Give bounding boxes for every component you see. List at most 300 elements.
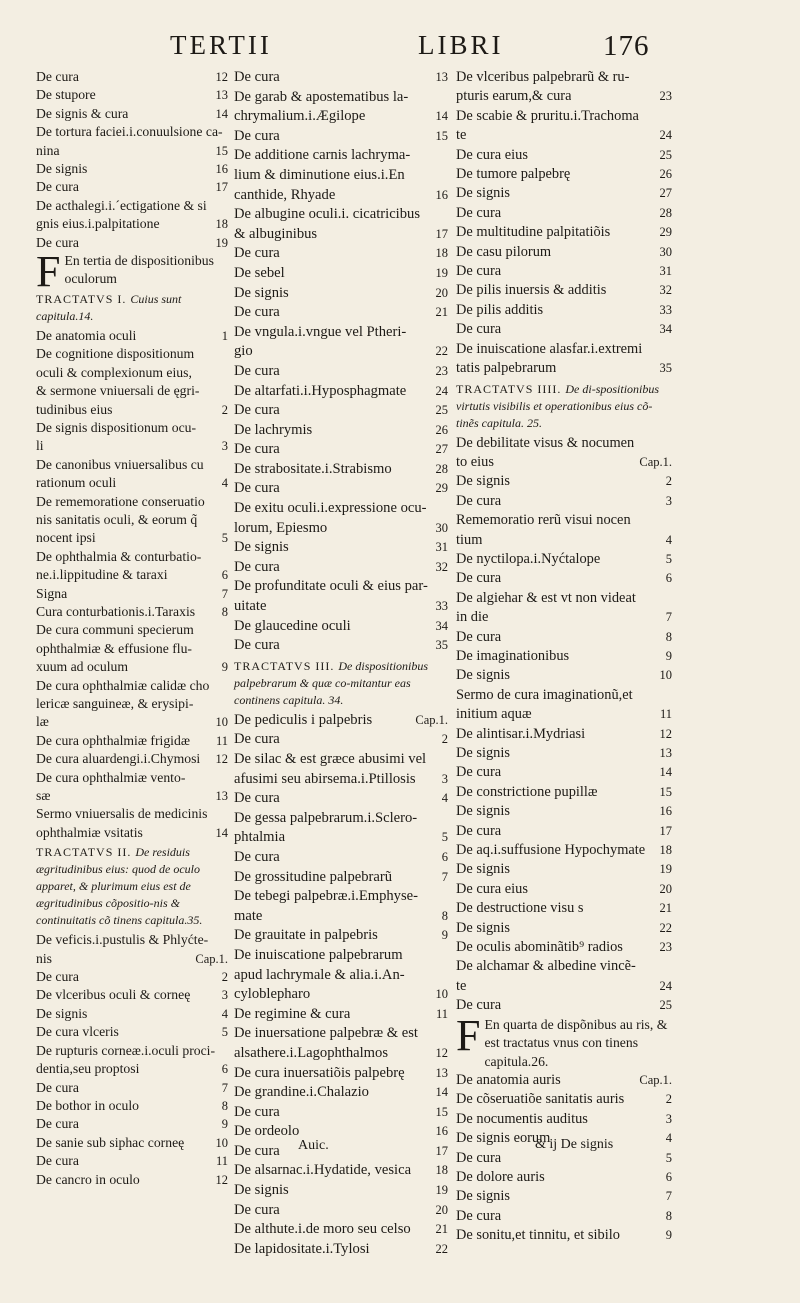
entry-chapter-number: 27: [659, 186, 672, 201]
entries-list: [456, 68, 672, 379]
entry-chapter-number: 13: [215, 88, 228, 103]
index-entry: [36, 437, 228, 455]
index-entry: [36, 529, 228, 547]
index-entry: [36, 1060, 228, 1078]
index-entry: [36, 105, 228, 123]
index-entry: [456, 1110, 672, 1129]
index-entry: [36, 1023, 228, 1041]
entry-title: De cura: [36, 969, 79, 985]
index-entry: [234, 519, 448, 539]
index-entry: [36, 713, 228, 731]
entry-chapter-number: 28: [659, 205, 672, 220]
index-entry: [36, 364, 228, 382]
entry-chapter-number: 14: [215, 825, 228, 840]
entry-title: De casu pilorum: [456, 243, 552, 260]
entry-title: De cura: [456, 822, 502, 839]
entry-title: rationum oculi: [36, 475, 117, 491]
index-entry: [456, 899, 672, 918]
entry-title: De cura: [36, 69, 79, 84]
entry-title: De destructione visu s: [456, 900, 584, 917]
entry-title: De cura: [234, 558, 280, 575]
entry-chapter-number: 1: [221, 328, 228, 343]
entry-title: De cura: [456, 764, 502, 781]
entry-chapter-number: 8: [221, 604, 228, 619]
index-entry: [456, 68, 672, 87]
entry-chapter-number: 2: [665, 474, 672, 489]
index-entry: [456, 763, 672, 782]
entry-chapter-number: 27: [435, 442, 448, 457]
entry-title: xuum ad oculum: [36, 659, 128, 675]
entry-chapter-number: 18: [215, 217, 228, 232]
index-entry: [234, 460, 448, 480]
entry-chapter-number: 17: [435, 1143, 448, 1158]
entry-chapter-number: 30: [435, 520, 448, 535]
entry-chapter-number: 10: [215, 715, 228, 730]
index-entry: [234, 499, 448, 519]
entry-title: De sebel: [234, 264, 285, 281]
index-entry: [234, 868, 448, 888]
entry-title: nis sanitatis oculi, & eorum q̃: [36, 511, 198, 527]
index-entry: [456, 608, 672, 627]
entry-title: De cura: [456, 628, 502, 645]
index-entry: [234, 558, 448, 578]
entry-title: ne.i.lippitudine & taraxi: [36, 567, 168, 583]
index-entry: [456, 550, 672, 569]
entry-title: De rupturis corneæ.i.oculi proci-: [36, 1042, 216, 1058]
index-entry: [36, 640, 228, 658]
entry-chapter-number: 35: [435, 638, 448, 653]
index-entry: [234, 985, 448, 1005]
index-entry: [234, 926, 448, 946]
entry-chapter-number: 3: [441, 771, 448, 786]
index-entry: [36, 123, 228, 141]
index-entry: [234, 1103, 448, 1123]
entry-title: De cura ophthalmiæ calidæ cho: [36, 677, 210, 693]
index-entry: [36, 160, 228, 178]
entry-title: De signis: [456, 861, 510, 878]
index-entry: [456, 705, 672, 724]
entry-title: De cura: [234, 127, 280, 144]
index-entry: [234, 166, 448, 186]
entry-chapter-number: 11: [659, 707, 672, 722]
entry-title: nis: [36, 950, 52, 966]
index-entry: [36, 1079, 228, 1097]
entry-title: De cura: [456, 1207, 502, 1224]
index-column-3: [456, 68, 672, 1246]
entry-title: De signis: [456, 473, 510, 490]
entry-title: & sermone vniuersali de ęgri-: [36, 383, 200, 399]
entry-title: De althute.i.de moro seu celso: [234, 1221, 411, 1238]
entry-title: De pilis inuersis & additis: [456, 282, 607, 299]
entry-title: De cura: [234, 402, 280, 419]
entry-chapter-number: 34: [659, 322, 672, 337]
entry-title: De inuiscatione alasfar.i.extremi: [456, 340, 643, 357]
entry-chapter-number: 14: [435, 1085, 448, 1100]
index-entry: [456, 686, 672, 705]
index-entry: [234, 1181, 448, 1201]
index-entry: [234, 88, 448, 108]
entry-title: De vlceribus palpebrarũ & ru-: [456, 69, 630, 85]
entry-chapter-number: 26: [435, 422, 448, 437]
entry-title: De cura aluardengi.i.Chymosi: [36, 751, 201, 767]
tractatus-heading: [456, 381, 672, 432]
tractatus-label: TRACTATVS I.: [36, 291, 127, 306]
entry-chapter-number: 3: [665, 493, 672, 508]
entry-title: De constrictione pupillæ: [456, 783, 598, 800]
index-entry: [456, 184, 672, 203]
entry-title: te: [456, 127, 467, 144]
entry-chapter-number: 3: [665, 1111, 672, 1126]
index-entry: [234, 946, 448, 966]
entry-chapter-number: 17: [659, 823, 672, 838]
entry-title: lericæ sanguineæ, & erysipi-: [36, 696, 194, 711]
entry-chapter-number: 19: [215, 235, 228, 250]
index-entry: [456, 107, 672, 126]
entry-chapter-number: 29: [435, 481, 448, 496]
entry-title: De cura: [234, 637, 280, 654]
index-entry: [234, 127, 448, 147]
entry-title: De nyctilopa.i.Nyćtalope: [456, 550, 601, 567]
entry-title: ophthalmiæ & effusione flu-: [36, 640, 192, 656]
index-entry: [234, 617, 448, 637]
index-entry: [456, 1071, 672, 1090]
index-entry: [36, 787, 228, 805]
entry-chapter-number: 32: [659, 283, 672, 298]
entry-title: De cura eius: [456, 146, 528, 163]
entry-chapter-number: 13: [215, 789, 228, 804]
index-entry: [234, 68, 448, 88]
entry-title: uitate: [234, 598, 267, 615]
page-number: 176: [603, 30, 650, 62]
entry-title: De profunditate oculi & eius par-: [234, 578, 428, 595]
index-entry: [36, 950, 228, 968]
entry-title: De cura: [234, 69, 280, 85]
index-entry: [456, 822, 672, 841]
entry-title: De cõseruatiõe sanitatis auris: [456, 1091, 625, 1108]
index-entry: [234, 1044, 448, 1064]
entry-title: Sermo de cura imaginationũ,et: [456, 686, 633, 703]
index-entry: [456, 243, 672, 262]
entry-title: De dolore auris: [456, 1168, 545, 1185]
entry-title: Rememoratio rerũ visui nocen: [456, 512, 631, 529]
entry-title: De cura: [234, 304, 280, 321]
index-entry: [456, 165, 672, 184]
entry-title: De cura: [234, 441, 280, 458]
entry-title: De cura: [234, 1103, 280, 1120]
entry-title: canthide, Rhyade: [234, 186, 336, 203]
tractatus-label: TRACTATVS IIII.: [456, 381, 562, 396]
index-entry: [234, 887, 448, 907]
entry-chapter-number: 4: [221, 1006, 228, 1021]
entry-title: De canonibus vniuersalibus cu: [36, 456, 204, 472]
index-entry: [36, 419, 228, 437]
entry-chapter-number: 15: [435, 1104, 448, 1119]
index-entry: [234, 770, 448, 790]
entries-list: [456, 434, 672, 1016]
index-entry: [36, 621, 228, 639]
entry-title: De lapidositate.i.Tylosi: [234, 1240, 370, 1257]
entry-chapter-number: 8: [665, 1208, 672, 1223]
entry-chapter-number: 21: [659, 901, 672, 916]
entry-chapter-number: Cap.1.: [639, 1072, 672, 1087]
tractatus-heading: [234, 658, 448, 709]
index-entry: [36, 677, 228, 695]
entry-chapter-number: 13: [659, 746, 672, 760]
entry-title: De signis: [456, 803, 510, 820]
index-entry: [234, 342, 448, 362]
index-entry: [234, 730, 448, 750]
entry-title: De stupore: [36, 87, 96, 103]
entry-chapter-number: 11: [435, 1006, 448, 1021]
entry-chapter-number: 18: [659, 843, 672, 858]
entry-chapter-number: 19: [435, 265, 448, 280]
index-entry: [36, 327, 228, 345]
index-entry: [456, 531, 672, 550]
entry-chapter-number: 16: [659, 804, 672, 819]
entry-title: sæ: [36, 788, 51, 804]
index-entry: [234, 1220, 448, 1240]
index-entry: [456, 1090, 672, 1109]
entry-title: De inuersatione palpebræ & est: [234, 1025, 418, 1042]
index-entry: [234, 362, 448, 382]
entry-chapter-number: 16: [215, 162, 228, 177]
index-entry: [456, 841, 672, 860]
entry-chapter-number: 6: [221, 568, 228, 583]
entry-title: dentia,seu proptosi: [36, 1061, 140, 1077]
index-entry: [234, 107, 448, 127]
index-entry: [234, 597, 448, 617]
entry-title: pturis earum,& cura: [456, 88, 572, 105]
entry-chapter-number: 5: [441, 830, 448, 845]
index-entry: [234, 1005, 448, 1025]
entry-title: De signis: [456, 667, 510, 684]
index-entry: [234, 303, 448, 323]
entry-title: De ophthalmia & conturbatio-: [36, 548, 202, 564]
entry-title: oculi & complexionum eius,: [36, 364, 192, 380]
index-entry: [36, 493, 228, 511]
index-entry: [456, 666, 672, 685]
entry-chapter-number: 2: [665, 1092, 672, 1107]
entry-chapter-number: Cap.1.: [639, 454, 672, 469]
entry-title: tudinibus eius: [36, 401, 113, 417]
entry-title: lium & diminutione eius.i.En: [234, 166, 405, 183]
entry-chapter-number: 23: [659, 940, 672, 955]
entry-title: De acthalegi.i.´ectigatione & si: [36, 197, 207, 213]
entry-title: apud lachrymale & alia.i.An-: [234, 966, 405, 983]
entry-title: & albuginibus: [234, 225, 318, 242]
entry-title: De bothor in oculo: [36, 1097, 140, 1113]
index-entry: [456, 647, 672, 666]
index-entry: [234, 750, 448, 770]
index-entry: [234, 1122, 448, 1142]
entry-title: De cura: [456, 997, 502, 1014]
index-entry: [234, 1142, 448, 1162]
index-entry: [36, 1171, 228, 1189]
entry-chapter-number: 8: [665, 629, 672, 644]
entry-chapter-number: 10: [435, 987, 448, 1002]
index-entry: [456, 725, 672, 744]
index-entry: [234, 538, 448, 558]
entry-chapter-number: 11: [215, 733, 228, 748]
entry-title: De anatomia auris: [456, 1071, 561, 1088]
index-entry: [234, 440, 448, 460]
index-entry: [36, 456, 228, 474]
entry-title: De alsarnac.i.Hydatide, vesica: [234, 1162, 412, 1179]
entry-title: De regimine & cura: [234, 1005, 351, 1022]
entry-title: De cura: [36, 179, 79, 195]
entry-title: De cura: [456, 321, 502, 338]
index-entry: [36, 1097, 228, 1115]
index-entry: [234, 186, 448, 206]
entry-chapter-number: 21: [435, 305, 448, 320]
entry-chapter-number: 15: [435, 128, 448, 143]
entry-title: in die: [456, 609, 489, 626]
entry-title: De signis: [234, 539, 289, 556]
entry-title: nocent ipsi: [36, 530, 96, 546]
index-entry: [456, 262, 672, 281]
entry-chapter-number: 4: [665, 532, 672, 547]
entry-chapter-number: 35: [659, 361, 672, 376]
entry-chapter-number: 5: [221, 1025, 228, 1040]
index-entry: [456, 340, 672, 359]
index-entry: [456, 783, 672, 802]
index-entry: [456, 1207, 672, 1226]
entry-title: De cura: [234, 731, 280, 748]
entry-title: De algiehar & est vt non videat: [456, 589, 636, 606]
index-entry: [36, 345, 228, 363]
drop-cap: F: [36, 247, 61, 297]
index-entry: [36, 142, 228, 160]
entry-title: De exitu oculi.i.expressione ocu-: [234, 500, 427, 517]
index-entry: [36, 824, 228, 842]
index-entry: [36, 805, 228, 823]
index-entry: [36, 401, 228, 419]
entry-chapter-number: 30: [659, 244, 672, 259]
entry-chapter-number: 33: [659, 302, 672, 317]
entry-title: De alchamar & albedine vincẽ-: [456, 958, 636, 975]
entry-title: De tebegi palpebræ.i.Emphyse-: [234, 888, 418, 905]
entry-chapter-number: 23: [435, 363, 448, 378]
index-entry: [456, 126, 672, 145]
entry-title: De signis: [456, 745, 510, 761]
entry-chapter-number: 5: [665, 1150, 672, 1165]
entry-title: De imaginationibus: [456, 647, 570, 664]
entry-title: De veficis.i.pustulis & Phlyćte-: [36, 932, 209, 948]
entry-chapter-number: 7: [665, 1189, 672, 1204]
entry-title: De alintisar.i.Mydriasi: [456, 725, 586, 742]
index-entry: [36, 1152, 228, 1170]
entry-title: alsathere.i.Lagophthalmos: [234, 1044, 388, 1061]
entry-chapter-number: 15: [215, 143, 228, 158]
tractatus-heading: [36, 291, 228, 325]
entry-chapter-number: 22: [659, 920, 672, 935]
entry-title: De cura: [234, 1201, 280, 1218]
entry-chapter-number: 34: [435, 618, 448, 633]
entry-title: tium: [456, 531, 483, 548]
entry-chapter-number: 18: [435, 246, 448, 261]
entry-title: De cura: [234, 362, 280, 379]
tractatus-heading: [36, 844, 228, 929]
entry-title: De rememoratione conseruatio: [36, 493, 205, 509]
entry-title: Signa: [36, 585, 68, 601]
index-entry: [36, 178, 228, 196]
index-entry: [36, 769, 228, 787]
entry-chapter-number: 9: [665, 648, 672, 663]
entry-title: De cura: [456, 492, 502, 509]
entry-title: De altarfati.i.Hyposphagmate: [234, 382, 407, 399]
entry-chapter-number: 14: [215, 106, 228, 121]
entries-list: [36, 68, 228, 252]
index-entry: [36, 1042, 228, 1060]
entry-title: De cura: [234, 245, 280, 262]
entry-chapter-number: 10: [215, 1135, 228, 1150]
entries-list: [36, 931, 228, 1189]
index-entry: [234, 225, 448, 245]
index-entry: [234, 636, 448, 656]
index-entry: [456, 744, 672, 763]
entry-chapter-number: 8: [221, 1098, 228, 1113]
index-entry: [456, 359, 672, 378]
entry-chapter-number: 21: [435, 1222, 448, 1237]
index-entry: [234, 479, 448, 499]
tractatus-title: De dispositionibus palpebrarum & quæ co-mitantur eas continens capitula. 34.: [234, 658, 429, 707]
entry-chapter-number: 4: [665, 1131, 672, 1146]
entry-chapter-number: 14: [435, 109, 448, 124]
entry-title: De lachrymis: [234, 421, 313, 438]
entry-title: Cura conturbationis.i.Taraxis: [36, 603, 196, 619]
index-entry: [456, 223, 672, 242]
entry-chapter-number: 25: [659, 998, 672, 1013]
entry-title: De cognitione dispositionum: [36, 346, 195, 362]
entry-title: De garab & apostematibus la-: [234, 88, 409, 105]
index-entry: [456, 492, 672, 511]
index-entry: [234, 828, 448, 848]
entry-title: De grandine.i.Chalazio: [234, 1084, 369, 1101]
entry-title: De cura: [234, 1142, 280, 1159]
index-entry: [36, 931, 228, 949]
entry-title: De cura: [234, 480, 280, 497]
index-entry: [36, 1005, 228, 1023]
entry-title: De inuiscatione palpebrarum: [234, 946, 403, 963]
entry-title: De cura: [456, 263, 502, 280]
entry-chapter-number: 13: [435, 1065, 448, 1080]
index-entry: [456, 87, 672, 106]
entry-title: De cura communi specierum: [36, 622, 194, 638]
entry-chapter-number: 19: [435, 1183, 448, 1198]
entry-chapter-number: 20: [659, 881, 672, 896]
index-entry: [234, 244, 448, 264]
entry-title: De aq.i.suffusione Hypochymate: [456, 842, 646, 859]
index-entry: [456, 1226, 672, 1245]
entry-title: De signis: [234, 1182, 289, 1199]
entry-title: De cura eius: [456, 880, 528, 897]
entry-title: De signis & cura: [36, 105, 129, 121]
index-entry: [456, 320, 672, 339]
entries-list: [234, 711, 448, 1260]
index-entry: [234, 1201, 448, 1221]
running-head-left: TERTII: [170, 30, 272, 60]
index-column-2: [234, 68, 448, 1259]
entry-chapter-number: 17: [215, 180, 228, 195]
fen-intro-text: En tertia de dispositionibus oculorum: [64, 253, 214, 287]
index-entry: [456, 938, 672, 957]
index-entry: [36, 382, 228, 400]
entry-chapter-number: 12: [215, 1172, 228, 1187]
entry-title: phtalmia: [234, 829, 286, 846]
index-entry: [234, 907, 448, 927]
index-entry: [456, 453, 672, 472]
tractatus-title: De di-spositionibus virtutis visibilis et operationibus eius cõ-tinẽs capitula. 25.: [456, 381, 660, 430]
